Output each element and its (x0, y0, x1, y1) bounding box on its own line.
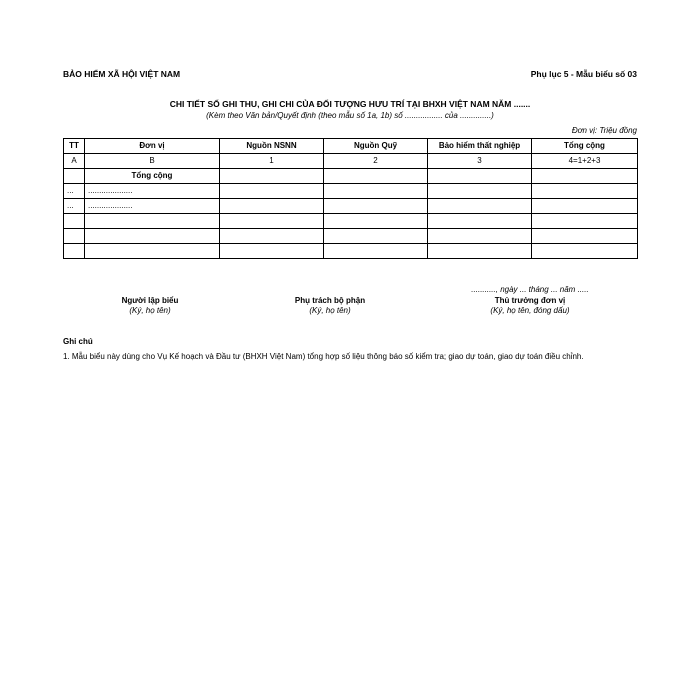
table-cell (220, 184, 324, 199)
table-cell (64, 169, 85, 184)
header-fund: Nguồn Quỹ (324, 139, 428, 154)
table-cell (532, 169, 638, 184)
table-cell (85, 214, 220, 229)
table-cell (532, 229, 638, 244)
notes-body: 1. Mẫu biểu này dùng cho Vụ Kế hoạch và Đầu tư (BHXH Việt Nam) tổng hợp số liệu thông báo số kiểm tra; giao dự toán, giao dự toán điều chỉnh. (63, 352, 584, 361)
table-cell (428, 199, 532, 214)
table-cell (220, 229, 324, 244)
table-cell (324, 199, 428, 214)
table-row (64, 244, 638, 259)
form-title: CHI TIẾT SỐ GHI THU, GHI CHI CỦA ĐỐI TƯỢNG HƯU TRÍ TẠI BHXH VIỆT NAM NĂM ....... (169, 99, 531, 109)
table-code-row (64, 154, 638, 169)
appendix-label: Phụ lục 5 - Mẫu biểu số 03 (530, 69, 637, 79)
table-cell (532, 214, 638, 229)
table-cell (220, 214, 324, 229)
table-cell (85, 229, 220, 244)
table-cell (428, 214, 532, 229)
currency-unit: Đơn vị: Triệu đồng (571, 126, 637, 135)
table-cell (428, 184, 532, 199)
table-cell (428, 229, 532, 244)
table-cell (85, 244, 220, 259)
table-row (64, 214, 638, 229)
row-tt: ... (64, 199, 85, 214)
signature-role: Thủ trưởng đơn vị (494, 296, 566, 305)
signature-hint: (Ký, họ tên) (129, 306, 171, 315)
table-cell (220, 199, 324, 214)
date-line: ..........., ngày ... tháng ... năm ..... (471, 285, 589, 294)
signature-department-head (240, 296, 420, 315)
code-cell: A (64, 154, 85, 169)
row-tt: ... (64, 184, 85, 199)
signature-hint: (Ký, họ tên) (309, 306, 351, 315)
code-cell: 3 (428, 154, 532, 169)
table-cell (532, 184, 638, 199)
form-subtitle: (Kèm theo Văn bản/Quyết định (theo mẫu số 1a, 1b) số ................. của ..............) (206, 111, 494, 120)
header-unemployment-insurance: Bảo hiểm thất nghiệp (428, 139, 532, 154)
table-cell (220, 244, 324, 259)
table-cell (532, 199, 638, 214)
table-cell (64, 214, 85, 229)
code-cell: B (85, 154, 220, 169)
signature-hint: (Ký, họ tên, đóng dấu) (490, 306, 570, 315)
table-cell (324, 214, 428, 229)
code-cell: 1 (220, 154, 324, 169)
header-state-budget: Nguồn NSNN (220, 139, 324, 154)
table-row (64, 229, 638, 244)
signature-unit-head (440, 296, 620, 315)
table-cell (64, 244, 85, 259)
signature-preparer (60, 296, 240, 315)
code-cell: 4=1+2+3 (532, 154, 638, 169)
table-total-row (64, 169, 638, 184)
table-cell (64, 229, 85, 244)
row-unit: .................... (85, 199, 220, 214)
table-cell (324, 184, 428, 199)
table-cell (220, 169, 324, 184)
organization-name: BẢO HIỂM XÃ HỘI VIỆT NAM (63, 69, 181, 79)
row-unit: .................... (85, 184, 220, 199)
signature-role: Người lập biểu (121, 296, 179, 305)
header-total: Tổng cộng (532, 139, 638, 154)
report-table (63, 138, 638, 259)
signature-role: Phụ trách bộ phận (294, 296, 366, 305)
table-cell (324, 229, 428, 244)
total-label: Tổng cộng (85, 169, 220, 184)
table-row (64, 184, 638, 199)
table-header-row (64, 139, 638, 154)
table-cell (532, 244, 638, 259)
header-tt: TT (64, 139, 85, 154)
table-cell (428, 169, 532, 184)
table-row (64, 199, 638, 214)
table-cell (324, 169, 428, 184)
table-cell (428, 244, 532, 259)
header-unit: Đơn vị (85, 139, 220, 154)
notes-title: Ghi chú (63, 337, 93, 346)
code-cell: 2 (324, 154, 428, 169)
table-cell (324, 244, 428, 259)
